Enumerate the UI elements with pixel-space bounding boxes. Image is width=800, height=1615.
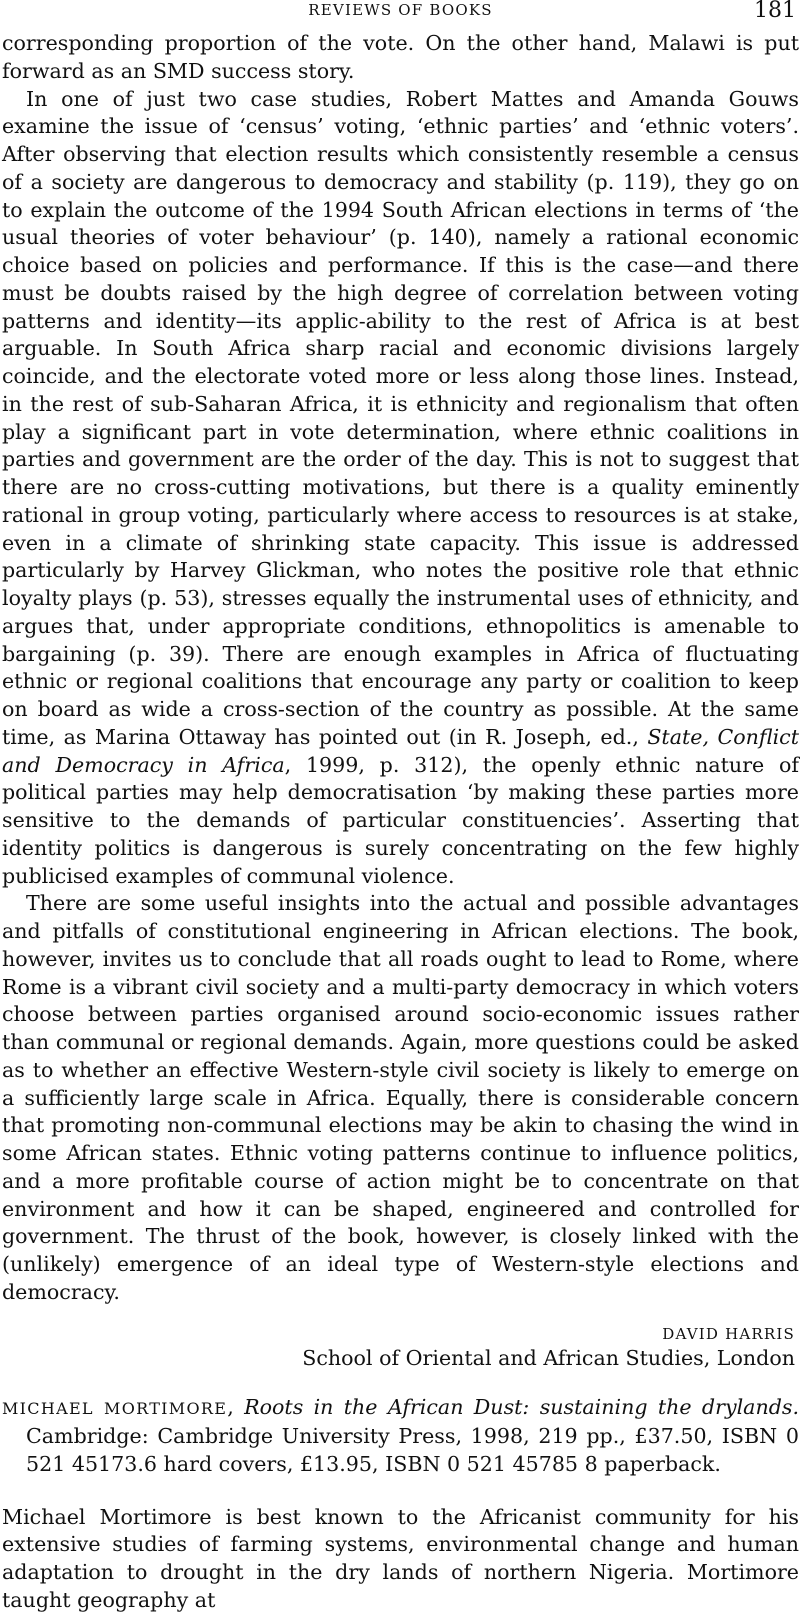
paragraph-conclusion: There are some useful insights into the actual and possible advantages and pitfalls of constitutional engineering in African elections. The book, however, invites us to conclude that all roads ought to lead to Rome, where Rome is a vibrant civil society and a multi-party democracy in which voters choose between parties organised around socio-economic issues rather than communal or regional demands. Again, more questions could be asked as to whether an effective Western-style civil society is likely to emerge on a sufficiently large scale in Africa. Equally, there is considerable concern that promoting non-communal elections may be akin to chasing the wind in some African states. Ethnic voting patterns continue to influence politics, and a more profitable course of action might be to concentrate on that environment and how it can be shaped, engineered and controlled for government. The thrust of the book, however, is closely linked with the (unlikely) emergence of an ideal type of Western-style elections and democracy. bbox=[2, 891, 799, 1304]
book-author: MICHAEL MORTIMORE bbox=[2, 1399, 228, 1419]
reviewer-signature bbox=[2, 1323, 799, 1373]
running-head bbox=[2, 0, 799, 30]
next-review-heading bbox=[2, 1394, 799, 1478]
review-body-text bbox=[2, 30, 799, 1307]
book-title: Roots in the African Dust: sustaining the drylands. bbox=[244, 1395, 800, 1420]
running-title: REVIEWS OF BOOKS bbox=[308, 1, 493, 19]
reviewer-name: DAVID HARRIS bbox=[662, 1324, 795, 1343]
next-review-opening: Michael Mortimore is best known to the Africanist community for his extensive studies of farming systems, environmental change and human adaptation to drought in the dry lands of northern Nigeria. Mortimore taught geography at bbox=[2, 1504, 799, 1612]
paragraph-text: In one of just two case studies, Robert Mattes and Amanda Gouws examine the issue of ‘census’ voting, ‘ethnic parties’ and ‘ethnic voters’. After observing that election results which consistently resemble a census of a society are dangerous to democracy and stability (p. 119), they go on to explain the outcome of the 1994 South African elections in terms of ‘the usual theories of voter behaviour’ (p. 140), namely a rational economic choice based on policies and performance. If this is the case—and there must be doubts raised by the high degree of correlation between voting patterns and identity—its applic-ability to the rest of Africa is at best arguable. In South Africa sharp racial and economic divisions largely coincide, and the electorate voted more or less along those lines. Instead, in the rest of sub-Saharan Africa, it is ethnicity and regionalism that often play a significant part in vote determination, where ethnic coalitions in parties and government are the order of the day. This is not to suggest that there are no cross-cutting motivations, but there is a quality eminently rational in group voting, particularly where access to resources is at stake, even in a climate of shrinking state capacity. This issue is addressed particularly by Harvey Glickman, who notes the positive role that ethnic loyalty plays (p. 53), stresses equally the instrumental uses of ethnicity, and argues that, under appropriate conditions, ethnopolitics is amenable to bargaining (p. 39). There are enough examples in Africa of fluctuating ethnic or regional coalitions that encourage any party or coalition to keep on board as wide a cross-section of the country as possible. At the same time, as Marina Ottaway has pointed out (in R. Joseph, ed., bbox=[2, 86, 799, 749]
page-number: 181 bbox=[754, 0, 796, 23]
cited-book-title: State, Conflict and Democracy in Africa bbox=[2, 724, 799, 777]
paragraph-continuation: corresponding proportion of the vote. On the other hand, Malawi is put forward as an SMD success story. bbox=[2, 31, 799, 83]
author-separator: , bbox=[227, 1395, 245, 1420]
paragraph-text: , 1999, p. 312), the openly ethnic nature of political parties may help democratisation ‘by making these parties more sensitive to the demands of particular constituencies’. Asserting that identity politics is dangerous is surely concentrating on the few highly publicised examples of communal violence. bbox=[2, 752, 799, 888]
paragraph-case-studies bbox=[2, 86, 799, 891]
reviewer-affiliation: School of Oriental and African Studies, London bbox=[302, 1345, 795, 1370]
publication-details: Cambridge: Cambridge University Press, 1998, 219 pp., £37.50, ISBN 0 521 45173.6 hard covers, £13.95, ISBN 0 521 45785 8 paperback. bbox=[26, 1424, 799, 1476]
next-review-body bbox=[2, 1504, 799, 1615]
